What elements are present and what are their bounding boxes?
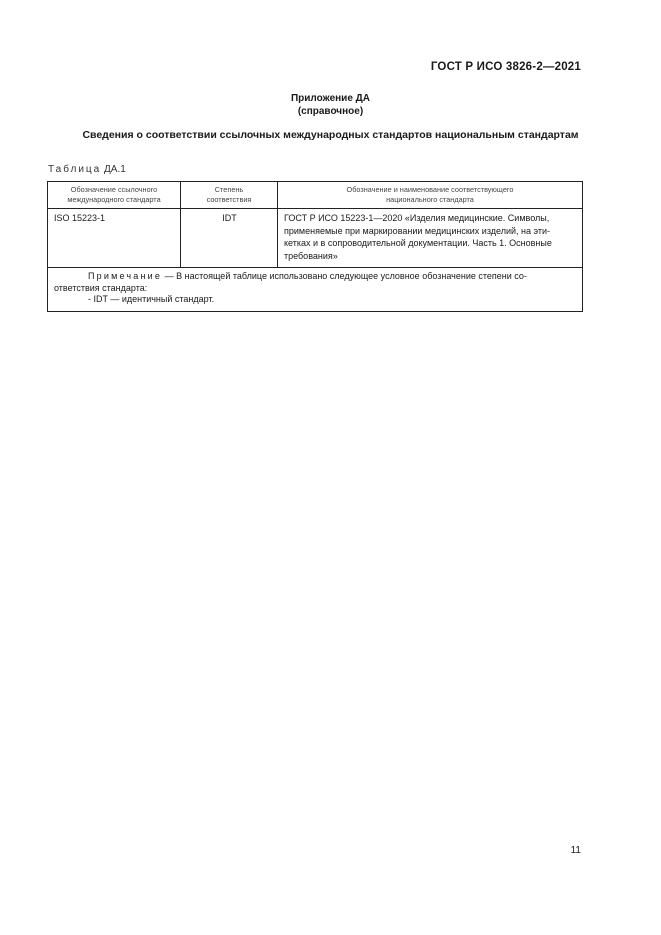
header-text: Степень xyxy=(214,185,244,194)
section-heading: Сведения о соответствии ссылочных международных стандартов национальным стандартам xyxy=(82,129,579,141)
header-reference-standard xyxy=(48,182,181,209)
cell-reference-code: ISO 15223-1 xyxy=(48,209,181,268)
table-caption-word: Таблица xyxy=(48,164,102,175)
cell-national-standard xyxy=(278,209,583,268)
cell-text-line: ГОСТ Р ИСО 15223-1—2020 «Изделия медицинские. Символы, xyxy=(284,213,550,223)
cell-text-line: кетках и в сопроводительной документации. Часть 1. Основные xyxy=(284,238,552,248)
table-caption xyxy=(48,164,126,175)
table-note xyxy=(48,268,583,312)
document-code: ГОСТ Р ИСО 3826-2—2021 xyxy=(430,61,581,73)
cell-text-line: применяемые при маркировании медицинских изделий, на эти- xyxy=(284,225,551,236)
note-text-line1: В настоящей таблице использовано следующее условное обозначение степени со- xyxy=(176,271,527,281)
table-header-row xyxy=(48,182,583,209)
note-item: - IDT — идентичный стандарт. xyxy=(88,294,215,304)
header-national-standard xyxy=(278,182,583,209)
header-degree xyxy=(181,182,278,209)
note-text-line2: ответствия стандарта: xyxy=(54,282,148,293)
header-text: соответствия xyxy=(206,195,252,204)
table-row xyxy=(48,209,583,268)
header-text: национального стандарта xyxy=(386,195,474,204)
table-note-row xyxy=(48,268,583,312)
note-dash: — xyxy=(164,271,174,281)
table-caption-number: ДА.1 xyxy=(104,164,126,175)
note-first-line xyxy=(54,271,577,283)
annex-subtitle: (справочное) xyxy=(297,106,364,117)
header-text: Обозначение ссылочного xyxy=(70,185,158,194)
note-label: Примечание xyxy=(88,271,163,281)
header-text: международного стандарта xyxy=(67,195,161,204)
page-number: 11 xyxy=(570,845,581,856)
cell-degree: IDT xyxy=(181,209,278,268)
annex-title: Приложение ДА xyxy=(290,93,371,104)
cell-text-line: требования» xyxy=(284,250,338,261)
header-text: Обозначение и наименование соответствующего xyxy=(346,185,514,194)
annex-title-block xyxy=(0,92,661,118)
correspondence-table xyxy=(47,181,583,312)
